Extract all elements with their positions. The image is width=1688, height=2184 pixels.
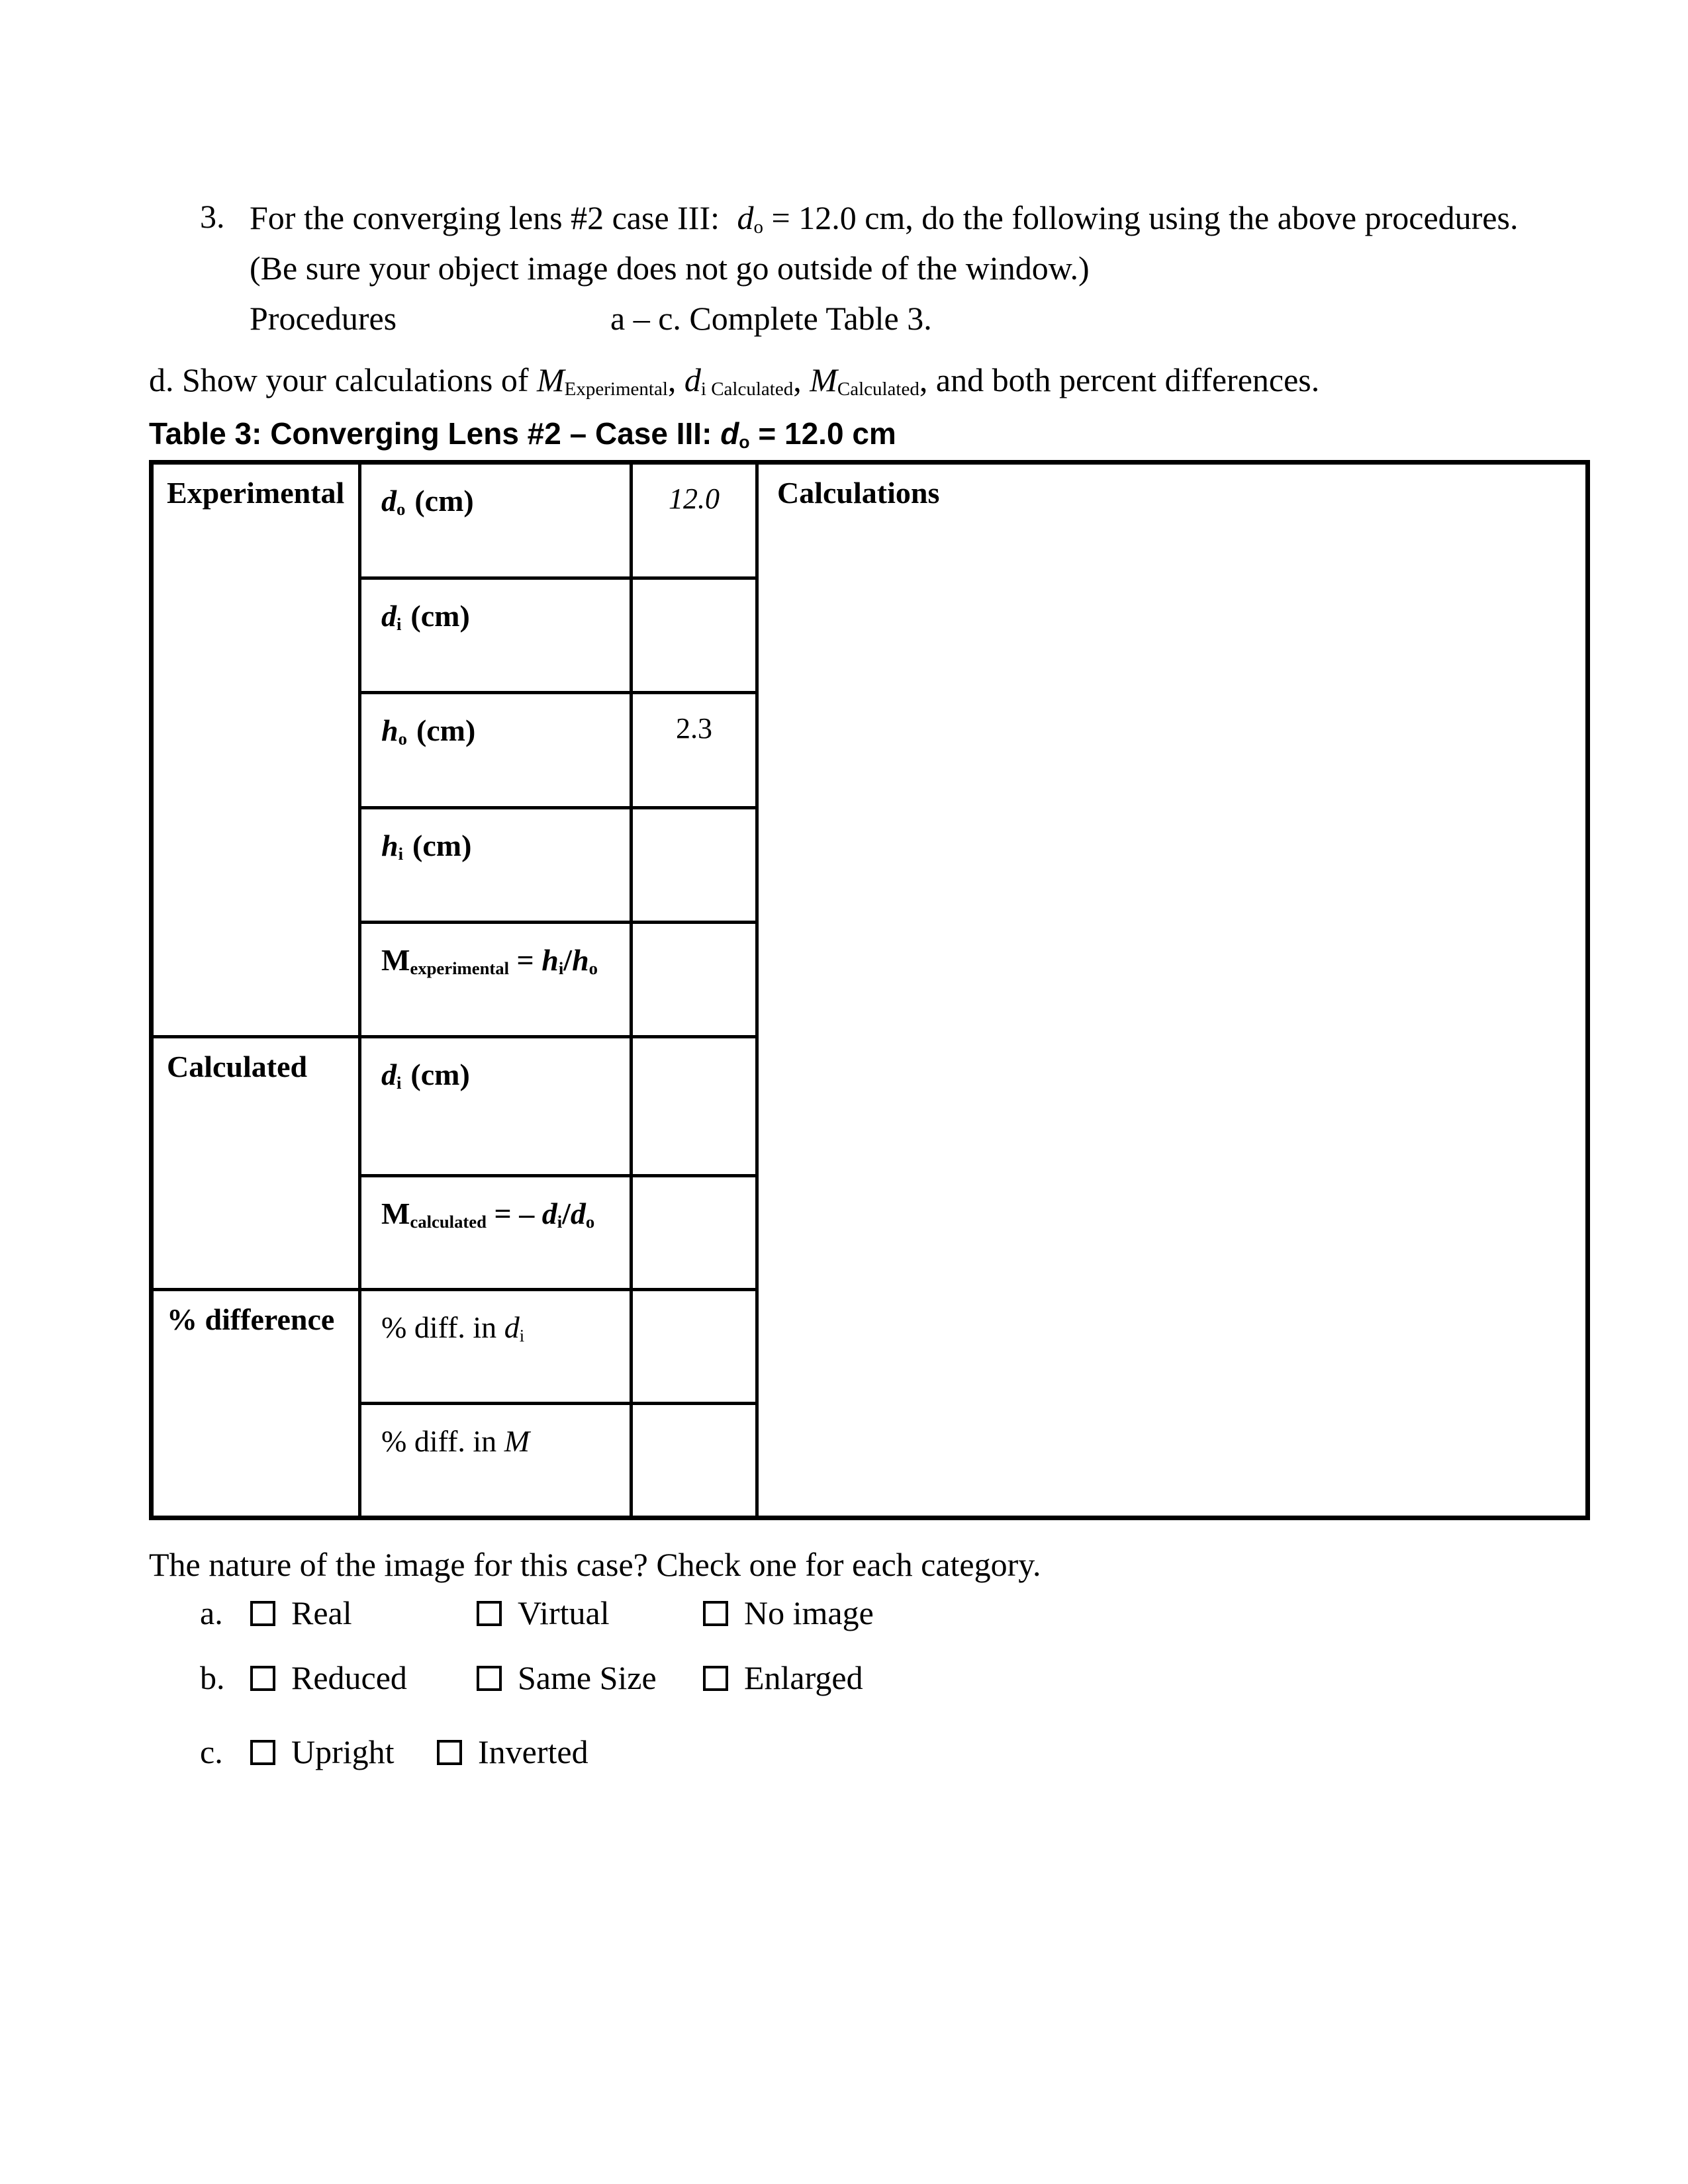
row-label-pct-diff-di: % diff. in di bbox=[360, 1290, 632, 1404]
option-enlarged bbox=[703, 1659, 863, 1697]
value-cell-do[interactable]: 12.0 bbox=[632, 463, 757, 578]
variable-M-experimental: M bbox=[537, 361, 565, 398]
option-label: Enlarged bbox=[744, 1659, 863, 1696]
option-label: No image bbox=[744, 1594, 874, 1631]
section-header-experimental: Experimental bbox=[152, 463, 360, 1037]
procedures-detail: a – c. Complete Table 3. bbox=[610, 300, 932, 337]
row-label-m-experimental: Mexperimental = hi/ho bbox=[360, 923, 632, 1037]
row-label-ho: ho (cm) bbox=[360, 693, 632, 808]
checkbox-no-image[interactable] bbox=[703, 1601, 728, 1626]
nature-row-a bbox=[200, 1594, 874, 1632]
calculations-cell[interactable]: Calculations bbox=[757, 463, 1588, 1518]
value-cell-m-experimental[interactable] bbox=[632, 923, 757, 1037]
section-header-pct-difference: % difference bbox=[152, 1290, 360, 1518]
data-table bbox=[149, 460, 1590, 1520]
option-label: Upright bbox=[291, 1733, 395, 1770]
option-label: Virtual bbox=[518, 1594, 610, 1631]
nature-row-c bbox=[200, 1733, 588, 1771]
numbered-item-3 bbox=[200, 197, 1603, 289]
row-letter: a. bbox=[200, 1594, 223, 1631]
table-caption: Table 3: Converging Lens #2 – Case III: do = 12.0 cm bbox=[149, 416, 896, 452]
value-cell-di[interactable] bbox=[632, 578, 757, 693]
procedures-label: Procedures bbox=[250, 300, 397, 337]
variable-d: d bbox=[737, 199, 754, 236]
caption-subscript-o: o bbox=[739, 432, 750, 452]
checkbox-same-size[interactable] bbox=[477, 1666, 502, 1691]
checkbox-inverted[interactable] bbox=[437, 1740, 462, 1765]
value-cell-hi[interactable] bbox=[632, 808, 757, 923]
caption-variable-d: d bbox=[720, 416, 739, 451]
row-letter: c. bbox=[200, 1733, 223, 1770]
option-same-size bbox=[477, 1659, 703, 1697]
checkbox-upright[interactable] bbox=[250, 1740, 275, 1765]
variable-d-calculated: d bbox=[684, 361, 701, 398]
row-letter: b. bbox=[200, 1659, 225, 1696]
value-cell-di-calculated[interactable] bbox=[632, 1037, 757, 1176]
procedures-line bbox=[250, 299, 932, 338]
checkbox-reduced[interactable] bbox=[250, 1666, 275, 1691]
option-label: Real bbox=[291, 1594, 352, 1631]
option-label: Inverted bbox=[478, 1733, 588, 1770]
item-line-1: For the converging lens #2 case III: do = 12.0 cm, do the following using the above procedures. bbox=[250, 199, 1519, 238]
item-text bbox=[250, 197, 1603, 289]
row-label-pct-diff-m: % diff. in M bbox=[360, 1404, 632, 1518]
nature-question: The nature of the image for this case? Check one for each category. bbox=[149, 1546, 1041, 1583]
subscript-o: o bbox=[753, 216, 763, 238]
calc-instruction: d. Show your calculations of MExperimental, di Calculated, MCalculated, and both percent differences. bbox=[149, 361, 1320, 400]
value-cell-pct-diff-m[interactable] bbox=[632, 1404, 757, 1518]
row-label-m-calculated: Mcalculated = – di/do bbox=[360, 1176, 632, 1290]
section-header-calculated: Calculated bbox=[152, 1037, 360, 1290]
checkbox-real[interactable] bbox=[250, 1601, 275, 1626]
row-label-do: do (cm) bbox=[360, 463, 632, 578]
option-label: Reduced bbox=[291, 1659, 407, 1696]
item-number: 3. bbox=[200, 198, 225, 235]
nature-row-b bbox=[200, 1659, 863, 1697]
value-cell-ho[interactable]: 2.3 bbox=[632, 693, 757, 808]
option-no-image bbox=[703, 1594, 874, 1632]
item-line-2: (Be sure your object image does not go outside of the window.) bbox=[250, 250, 1090, 287]
checkbox-enlarged[interactable] bbox=[703, 1666, 728, 1691]
row-label-hi: hi (cm) bbox=[360, 808, 632, 923]
option-virtual bbox=[477, 1594, 703, 1632]
variable-M-calculated: M bbox=[810, 361, 837, 398]
option-reduced bbox=[250, 1659, 477, 1697]
row-label-di: di (cm) bbox=[360, 578, 632, 693]
value-cell-m-calculated[interactable] bbox=[632, 1176, 757, 1290]
value-cell-pct-diff-di[interactable] bbox=[632, 1290, 757, 1404]
option-upright bbox=[250, 1733, 437, 1771]
checkbox-virtual[interactable] bbox=[477, 1601, 502, 1626]
option-label: Same Size bbox=[518, 1659, 657, 1696]
option-real bbox=[250, 1594, 477, 1632]
option-inverted bbox=[437, 1733, 588, 1771]
table-row bbox=[152, 463, 1588, 578]
row-label-di-calculated: di (cm) bbox=[360, 1037, 632, 1176]
